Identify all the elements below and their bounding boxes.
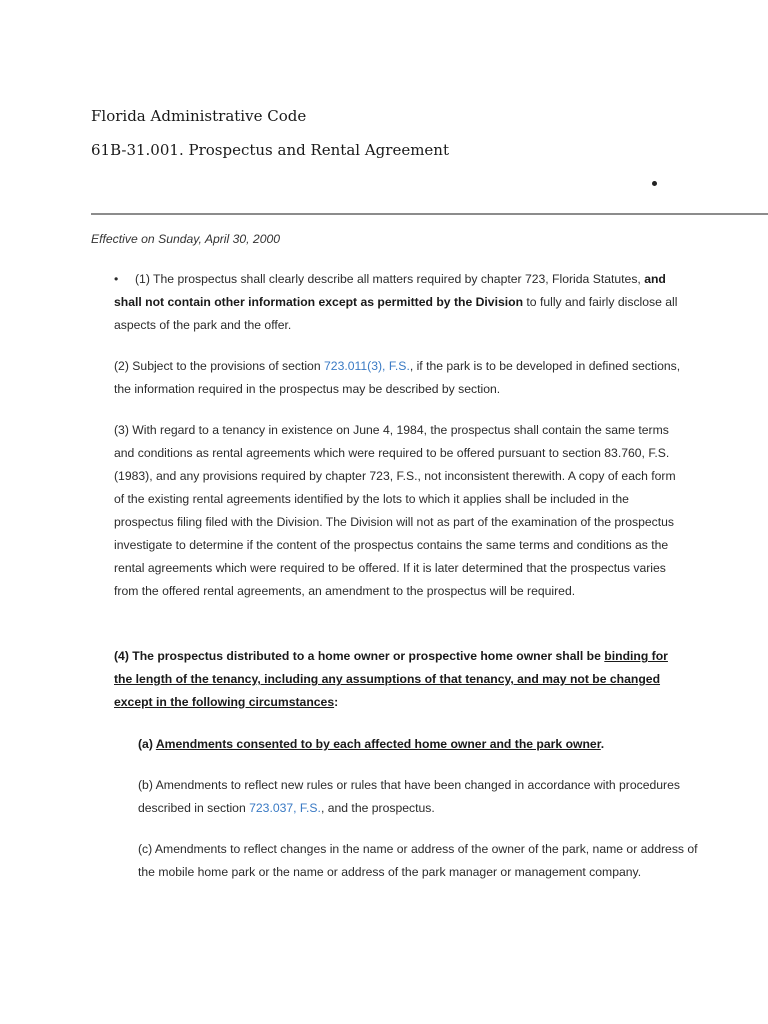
subparagraph-b [138,774,698,820]
subparagraph-b-lead: (b) Amendments to reflect new rules or rules that have been changed in accordance with procedures described in section [138,778,680,815]
paragraph-3: (3) With regard to a tenancy in existence on June 4, 1984, the prospectus shall contain the same terms and conditions as rental agreements which were required to be offered pursuant to section 83.760, F.S. (1983), and any provisions required by chapter 723, F.S., not inconsistent therewith. A copy of each form of the existing rental agreements identified by the lots to which it applies shall be included in the prospectus filing filed with the Division. The Division will not as part of the examination of the prospectus investigate to determine if the content of the prospectus contains the same terms and conditions as the rental agreements which were required to be offered. If it is later determined that the prospectus varies from the offered rental agreements, an amendment to the prospectus will be required. [114,423,676,598]
paragraph-2-tail: , if the park is to be developed in defined sections, the information required in the prospectus may be described by section. [114,359,681,396]
paragraph-1-lead: (1) The prospectus shall clearly describe all matters required by chapter 723, Florida Statutes, [135,272,645,286]
source-title: Florida Administrative Code [91,107,307,125]
subparagraph-b-tail: , and the prospectus. [320,801,435,815]
subparagraph-a-underlined: Amendments consented to by each affected home owner and the park owner [155,737,601,751]
paragraph-2 [114,355,684,401]
subparagraph-a-tail: . [600,737,605,751]
paragraph-4-underlined: binding for the length of the tenancy, including any assumptions of that tenancy, and may not be changed except in the following circumstances [114,649,668,709]
paragraph-2-lead: (2) Subject to the provisions of section [114,359,325,373]
paragraph-4-tail: : [334,695,339,709]
effective-date: Effective on Sunday, April 30, 2000 [91,232,281,246]
header-divider [91,213,768,215]
subparagraph-a-lead: (a) [138,737,156,751]
subparagraph-a [138,733,698,756]
paragraph-1-tail: to fully and fairly disclose all aspects of the park and the offer. [114,295,678,332]
statute-link-723-011[interactable]: 723.011(3), F.S. [324,359,410,373]
paragraph-4 [114,645,684,714]
subparagraph-c: (c) Amendments to reflect changes in the name or address of the owner of the park, name or address of the mobile home park or the name or address of the park manager or management company. [138,842,698,879]
list-bullet: • [114,272,119,286]
paragraph-1 [114,268,684,337]
paragraph-1-bold: and shall not contain other information except as permitted by the Division [114,272,666,309]
rule-title: 61B-31.001. Prospectus and Rental Agreement [91,141,449,159]
paragraph-4-lead: (4) The prospectus distributed to a home owner or prospective home owner shall be [114,649,605,663]
statute-link-723-037[interactable]: 723.037, F.S. [249,801,321,815]
bullet-marker [652,181,657,186]
